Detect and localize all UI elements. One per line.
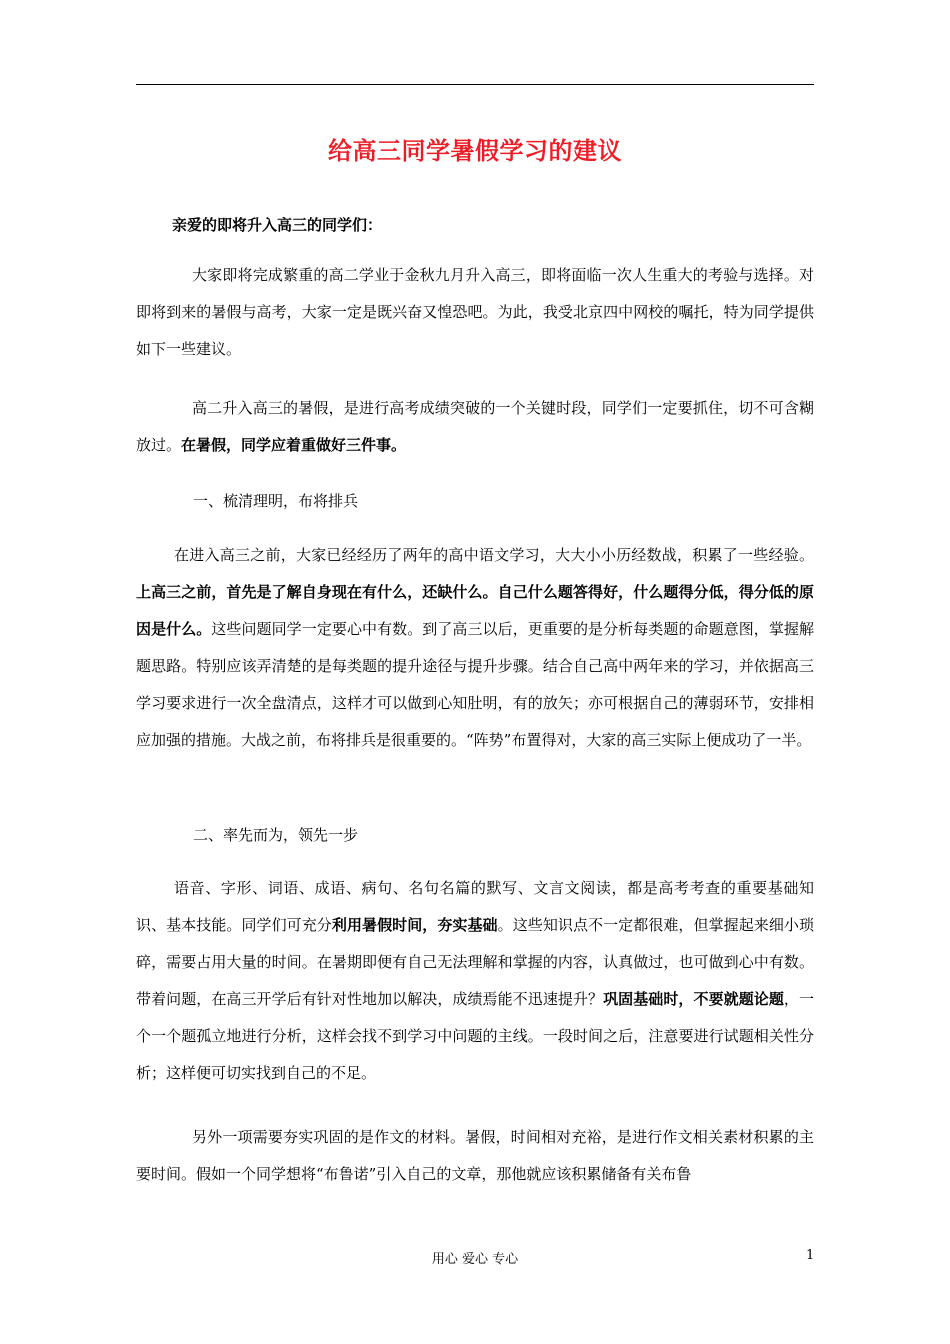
paragraph-intro: 大家即将完成繁重的高二学业于金秋九月升入高三，即将面临一次人生重大的考验与选择。对即将到来的暑假与高考，大家一定是既兴奋又惶恐吧。为此，我受北京四中网校的嘱托，特为同学提供如下一些建议。 (136, 266, 814, 358)
bold-three-things: 在暑假，同学应着重做好三件事。 (181, 436, 407, 454)
bold-consolidate: 巩固基础时，不要就题论题 (603, 990, 784, 1008)
paragraph-section-1: 在进入高三之前，大家已经经历了两年的高中语文学习，大大小小历经数战，积累了一些经验。上高三之前，首先是了解自身现在有什么，还缺什么。自己什么题答得好，什么题得分低，得分低的原因是什么。这些问题同学一定要心中有数。到了高三以后，更重要的是分析每类题的命题意图，掌握解题思路。特别应该弄清楚的是每类题的提升途径与提升步骤。结合自己高中两年来的学习，并依据高三学习要求进行一次全盘清点，这样才可以做到心知肚明，有的放矢；亦可根据自己的薄弱环节，安排相应加强的措施。大战之前，布将排兵是很重要的。“阵势”布置得对，大家的高三实际上便成功了一半。 (136, 546, 814, 749)
header-rule (136, 84, 814, 85)
page-number: 1 (806, 1248, 815, 1263)
paragraph-section-2: 语音、字形、词语、成语、病句、名句名篇的默写、文言文阅读，都是高考考查的重要基础知识、基本技能。同学们可充分利用暑假时间，夯实基础。这些知识点不一定都很难，但掌握起来细小琐碎，需要占用大量的时间。在暑期即便有自己无法理解和掌握的内容，认真做过，也可做到心中有数。带着问题，在高三开学后有针对性地加以解决，成绩焉能不迅速提升？巩固基础时，不要就题论题，一个一个题孤立地进行分析，这样会找不到学习中问题的主线。一段时间之后，注意要进行试题相关性分析；这样便可切实找到自己的不足。 (136, 879, 814, 1082)
section-heading-2: 二、率先而为，领先一步 (193, 826, 359, 844)
section-heading-1: 一、梳清理明，布将排兵 (193, 492, 359, 510)
footer-motto: 用心 爱心 专心 (431, 1252, 519, 1267)
bold-self-assessment: 上高三之前，首先是了解自身现在有什么，还缺什么。自己什么题答得好，什么题得分低，得分低的原因是什么。 (136, 583, 814, 638)
bold-use-summer: 利用暑假时间，夯实基础 (331, 916, 498, 934)
document-title: 给高三同学暑假学习的建议 (328, 136, 622, 165)
salutation: 亲爱的即将升入高三的同学们： (172, 216, 383, 234)
paragraph-summer-key: 高二升入高三的暑假，是进行高考成绩突破的一个关键时段，同学们一定要抓住，切不可含糊放过。在暑假，同学应着重做好三件事。 (136, 399, 814, 454)
paragraph-writing-material: 另外一项需要夯实巩固的是作文的材料。暑假，时间相对充裕，是进行作文相关素材积累的主要时间。假如一个同学想将“布鲁诺”引入自己的文章，那他就应该积累储备有关布鲁 (136, 1128, 814, 1183)
